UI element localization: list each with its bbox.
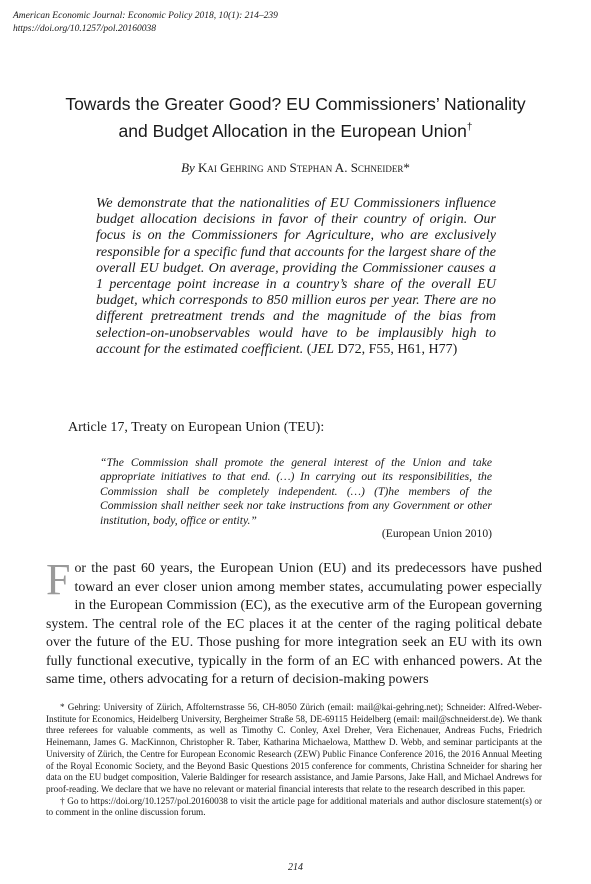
abstract <box>96 196 496 358</box>
title-dagger: † <box>466 122 473 133</box>
journal-citation: American Economic Journal: Economic Policy 2018, 10(1): 214–239 <box>13 11 278 21</box>
abstract-text: We demonstrate that the nationalities of EU Commissioners influence budget allocation decisions in favor of their country of origin. Our focus is on the Commissioners for Agriculture, who are exclusively responsible for a specific fund that accounts for the largest share of the overall EU budget. On average, providing the Commissioner causes a 1 percentage point increase in a country’s share of the overall EU budget, which corresponds to 850 million euros per year. There are no different pretreatment trends and the magnitude of the bias from selection-on-unobservables would have to be implausibly high to account for the estimated coefficient. <box>96 196 496 357</box>
treaty-quote: “The Commission shall promote the general interest of the Union and take appropriate initiatives to that end. (…) In carrying out its responsibilities, the Commission shall be completely independent. (…) (T)he members of the Commission shall neither seek nor take instructions from any Government or other institution, body, office or entity.” <box>100 456 492 527</box>
quote-citation: (European Union 2010) <box>381 527 492 540</box>
footnote-dagger: † Go to https://doi.org/10.1257/pol.20160038 to visit the article page for additional materials and author disclosure statement(s) or to comment in the online discussion forum. <box>46 795 542 818</box>
body-text: or the past 60 years, the European Union (EU) and its predecessors have pushed toward an ever closer union among member states, accumulating power especially in the European Commission (EC), as the executive arm of the European governing system. The central role of the EC places it at the center of the raging political debate over the future of the EU. Those pushing for more integration seek an EU with its own fully functional executive, typically in the form of an EC with enhanced powers. At the same time, others advocating for a return of decision-making powers <box>46 561 542 687</box>
footnotes <box>46 702 542 819</box>
byline-authors: Kai Gehring and Stephan A. Schneider* <box>198 160 410 175</box>
body-paragraph <box>46 555 542 690</box>
byline-by: By <box>181 160 195 175</box>
footnote-affiliations: * Gehring: University of Zürich, Affolternstrasse 56, CH-8050 Zürich (email: mail@kai-gehring.net); Schneider: Alfred-Weber-Institute for Economics, Heidelberg University, Bergheimer Straße 58, DE-69115 Heidelberg (email: mail@schneiderst.de). We thank three referees for valuable comments, as well as Timothy C. Conley, Axel Dreher, Vera Eichenauer, Andreas Fuchs, Friedrich Heinemann, James G. MacKinnon, Christopher R. Taber, Katharina Michaelowa, Matthew D. Webb, and seminar participants at the University of Zürich, the Centre for European Economic Research (ZEW) Public Finance Conference 2016, the 2016 Annual Meeting of the Royal Economic Society, and the Beyond Basic Questions 2015 conference for comments, Christina Schneider for sharing her data on the EU budget composition, Valerie Baldinger for research assistance, and Jamie Parsons, Jake Hall, and Michael Andrews for proof-reading. We declare that we have no relevant or material financial interests that relate to the research described in this paper. <box>46 702 542 794</box>
title-line-2: and Budget Allocation in the European Union† <box>118 120 473 141</box>
page-number: 214 <box>288 862 303 873</box>
drop-cap: F <box>46 555 71 604</box>
title-line-1: Towards the Greater Good? EU Commissioners’ Nationality <box>65 94 526 114</box>
author-byline <box>0 160 591 176</box>
paper-title <box>0 92 591 143</box>
journal-header <box>13 10 278 36</box>
article-reference: Article 17, Treaty on European Union (TEU): <box>68 420 325 435</box>
jel-codes: (JEL D72, F55, H61, H77) <box>306 341 458 357</box>
doi-link[interactable]: https://doi.org/10.1257/pol.20160038 <box>13 24 156 34</box>
